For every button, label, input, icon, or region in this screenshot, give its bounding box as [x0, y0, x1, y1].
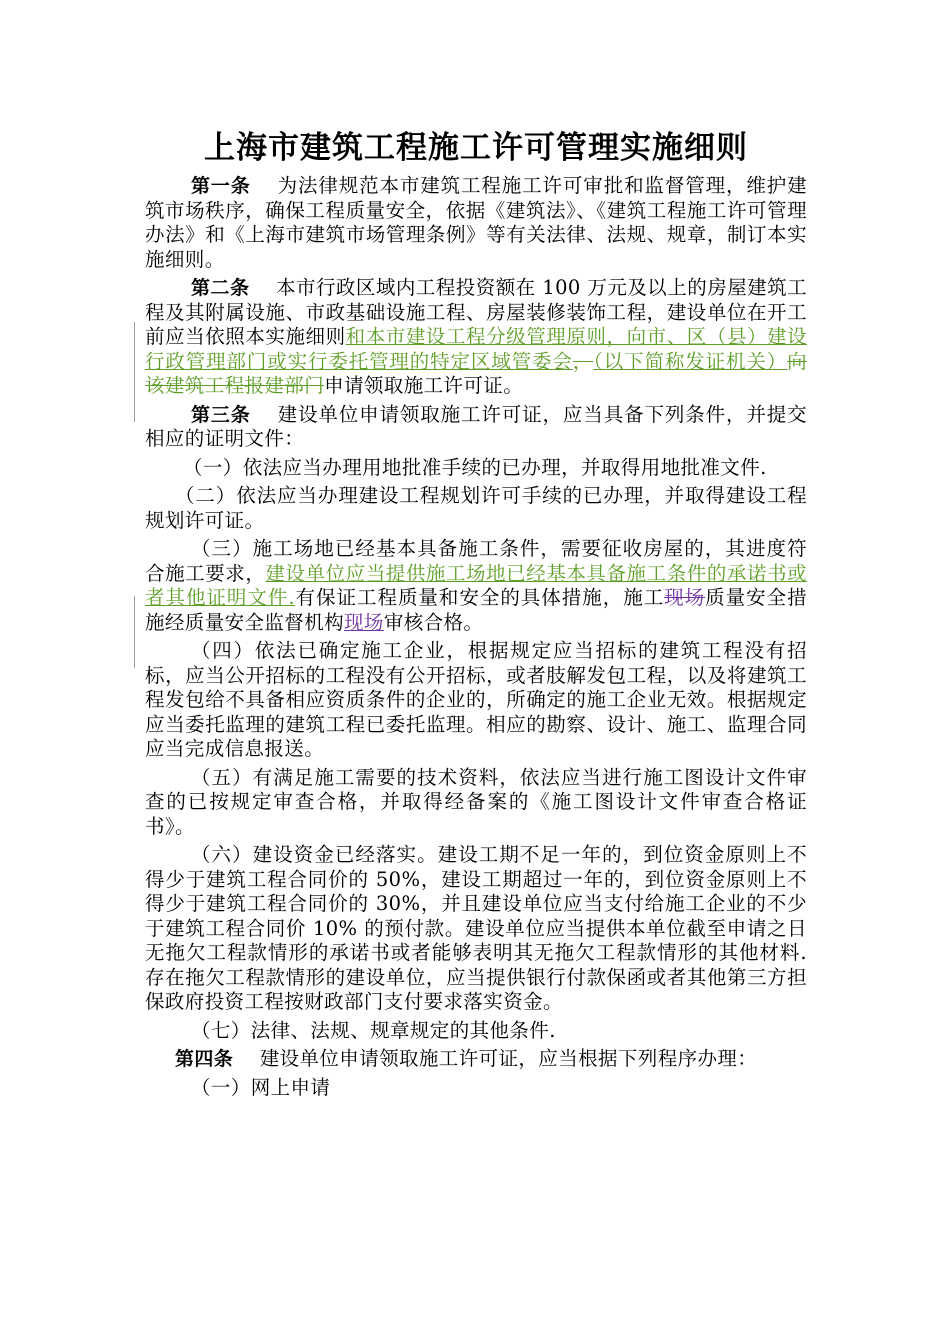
clause-text: 有保证工程质量和安全的具体措施，施工: [294, 586, 665, 609]
article-label: 第四条: [175, 1048, 234, 1070]
article-text: 本市行政区域内工程投资额在 100 万元及以上的房屋建筑工程及其附属设施、市政基础设施工程、房屋装修装饰工程，建设单位在开工前应当依照本实施细则: [145, 276, 808, 348]
tracked-insertion: 和本市建设工程分级管理原则，向市、区（县）建设行政管理部门或实行委托管理的特定区域管委会: [145, 325, 807, 373]
tracked-insertion: （以下简称发证机关）: [593, 349, 788, 373]
step-1: （一）网上申请: [191, 1075, 331, 1099]
article-3: [145, 403, 807, 452]
article-2: [145, 276, 807, 399]
clause-3: [145, 537, 807, 635]
tracked-deletion: ，: [572, 349, 594, 373]
tracked-insertion: 现场: [344, 610, 384, 634]
clause-1: （一）依法应当办理用地批准手续的已办理，并取得用地批准文件.: [183, 455, 767, 479]
article-1: [145, 174, 807, 272]
article-label: 第三条: [191, 403, 251, 426]
article-label: 第一条: [191, 175, 251, 197]
article-text: 建设单位申请领取施工许可证，应当具备下列条件，并提交相应的证明文件：: [145, 402, 807, 450]
tracked-deletion: 现场: [664, 586, 706, 609]
clause-6: （六）建设资金已经落实。建设工期不足一年的，到位资金原则上不得少于建筑工程合同价的 50%，建设工期超过一年的，到位资金原则上不得少于建筑工程合同价的 30%，并且建设单位应当支付给施工企业的不少于建筑工程合同价 10% 的预付款。建设单位应当提供本单位截至申请之日无拖欠工程款情形的承诺书或者能够表明其无拖欠工程款情形的其他材料.存在拖欠工程款情形的建设单位，应当提供银行付款保函或者其他第三方担保政府投资工程按财政部门支付要求落实资金。: [145, 843, 807, 1013]
article-text: 建设单位申请领取施工许可证，应当根据下列程序办理：: [259, 1047, 758, 1070]
tracked-insertion: 建设单位应当提供施工场地已经基本具备施工条件的承诺书或者其他证明文件.: [145, 561, 807, 609]
article-4: [145, 1047, 807, 1072]
article-text: 申请领取施工许可证。: [324, 374, 524, 397]
article-label: 第二条: [191, 277, 250, 299]
clause-7: （七）法律、法规、规章规定的其他条件.: [191, 1018, 556, 1042]
revision-bar: [134, 322, 135, 422]
clause-text: 质量安全措施经质量安全监督机构: [145, 586, 807, 634]
clause-text: （三）施工场地已经基本具备施工条件，需要征收房屋的，其进度符合施工要求，: [145, 537, 807, 585]
clause-text: 审核合格。: [383, 610, 484, 634]
clause-2: （二）依法应当办理建设工程规划许可手续的已办理，并取得建设工程规划许可证。: [145, 484, 807, 532]
tracked-deletion: 向该建筑工程报建部门: [145, 349, 807, 397]
clause-5: （五）有满足施工需要的技术资料，依法应当进行施工图设计文件审查的已按规定审查合格，并取得经备案的《施工图设计文件审查合格证书》。: [145, 765, 807, 838]
clause-4: （四）依法已确定施工企业，根据规定应当招标的建筑工程没有招标，应当公开招标的工程没有公开招标，或者肢解发包工程，以及将建筑工程发包给不具备相应资质条件的企业的，所确定的施工企业无效。根据规定应当委托监理的建筑工程已委托监理。相应的勘察、设计、施工、监理合同应当完成信息报送。: [145, 639, 807, 760]
document-body: [145, 128, 807, 1104]
document-title: 上海市建筑工程施工许可管理实施细则: [204, 130, 748, 166]
article-text: 为法律规范本市建筑工程施工许可审批和监督管理，维护建筑市场秩序，确保工程质量安全，依据《建筑法》、《建筑工程施工许可管理办法》和《上海市建筑市场管理条例》等有关法律、法规、规章，制订本实施细则。: [145, 174, 807, 271]
revision-bar: [134, 596, 135, 668]
